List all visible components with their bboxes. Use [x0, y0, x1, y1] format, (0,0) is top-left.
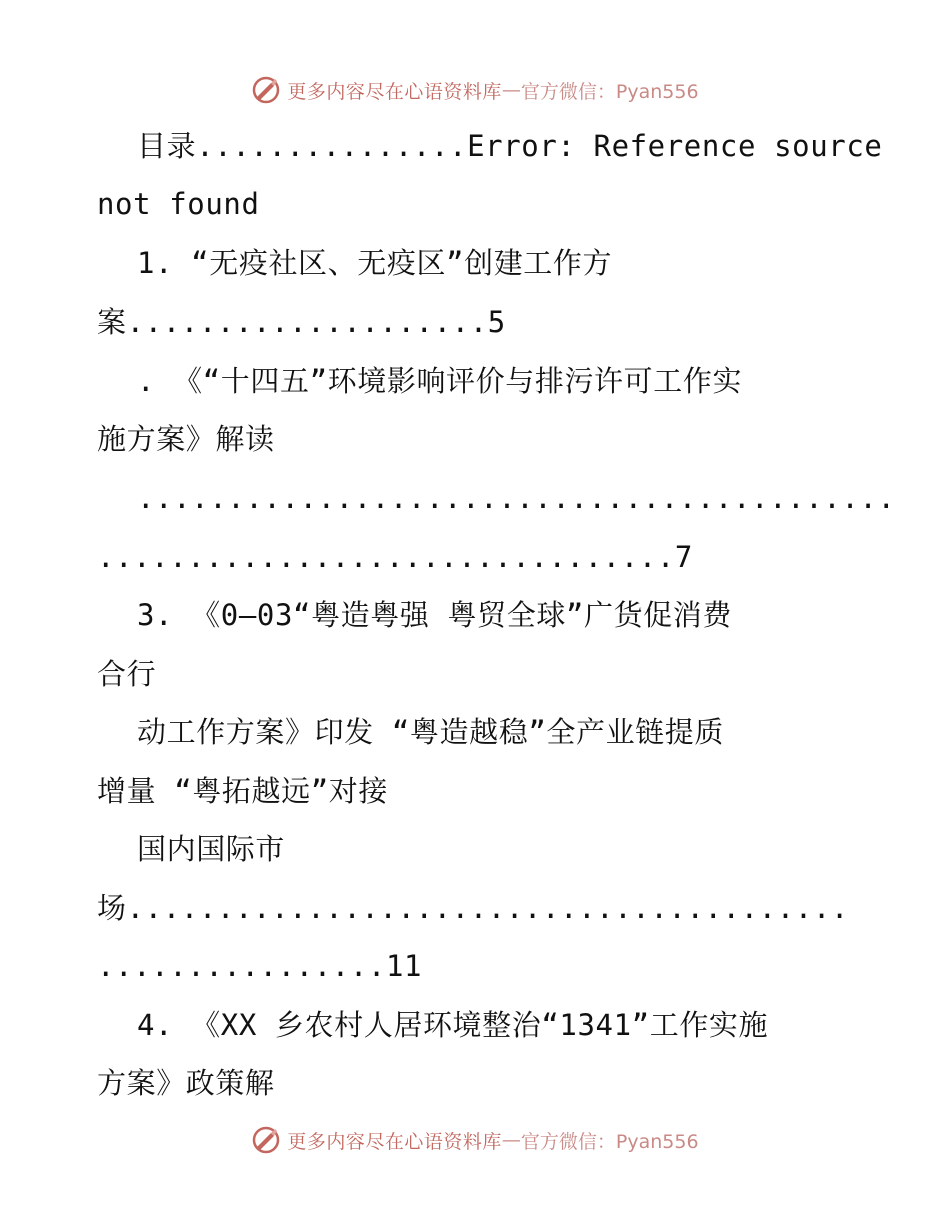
- toc-line: 方案》政策解: [97, 1066, 275, 1100]
- banner-separator: —: [501, 79, 521, 101]
- footer-banner: [0, 1120, 950, 1160]
- toc-line: 4. 《XX 乡农村人居环境整治“1341”工作实施: [137, 1008, 769, 1042]
- header-banner: [0, 70, 950, 110]
- brand-text: 更多内容尽在心语资料库: [287, 1130, 502, 1153]
- banner-separator: —: [501, 1129, 521, 1151]
- toc-line: 3. 《0—03“粤造粤强 粤贸全球”广货促消费: [137, 598, 732, 632]
- pen-logo-icon: [251, 75, 281, 105]
- toc-line: 增量 “粤拓越远”对接: [97, 774, 388, 808]
- toc-line: ................11: [97, 949, 423, 983]
- toc-line: 目录...............Error: Reference source: [137, 129, 883, 163]
- toc-line: . 《“十四五”环境影响评价与排污许可工作实: [137, 364, 743, 398]
- toc-line: ..........................................: [137, 481, 896, 515]
- toc-line: 案....................5: [97, 305, 506, 339]
- toc-line: 国内国际市: [137, 832, 286, 866]
- pen-logo-icon: [251, 1125, 281, 1155]
- toc-line: 场........................................: [97, 891, 849, 925]
- wechat-label: 官方微信：Pyan556: [520, 80, 699, 103]
- toc-line: 1. “无疫社区、无疫区”创建工作方: [137, 246, 613, 280]
- toc-line: 施方案》解读: [97, 422, 275, 456]
- brand-text: 更多内容尽在心语资料库: [287, 80, 502, 103]
- toc-line: 合行: [97, 657, 157, 691]
- toc-line: 动工作方案》印发 “粤造越稳”全产业链提质: [137, 715, 724, 749]
- toc-line: not found: [97, 187, 260, 221]
- wechat-label: 官方微信：Pyan556: [520, 1130, 699, 1153]
- toc-line: ................................7: [97, 540, 693, 574]
